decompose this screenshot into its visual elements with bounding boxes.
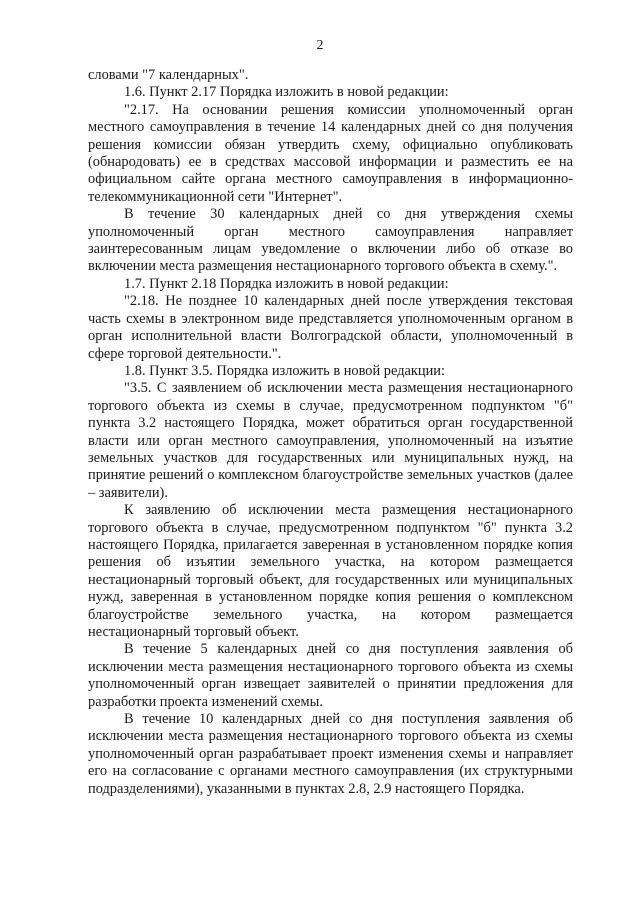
paragraph: "3.5. С заявлением об исключении места размещения нестационарного торгового объекта из схемы в случае, предусмотренном подпунктом "б" пункта 3.2 настоящего Порядка, может обратиться орган государственной власти или орган местного самоуправления, уполномоченный на изъятие земельных участков для государственных или муниципальных нужд, на принятие решений о комплексном благоустройстве земельных участков (далее – заявители). [88, 380, 573, 501]
paragraph: В течение 5 календарных дней со дня поступления заявления об исключении места размещения нестационарного торгового объекта из схемы уполномоченный орган извещает заявителей о принятии предложения для разработки проекта изменений схемы. [88, 641, 573, 710]
paragraph: В течение 30 календарных дней со дня утверждения схемы уполномоченный орган местного самоуправления направляет заинтересованным лицам уведомление о включении либо об отказе во включении места размещения нестационарного торгового объекта в схему.". [88, 206, 573, 275]
paragraph: 1.6. Пункт 2.17 Порядка изложить в новой редакции: [124, 84, 449, 101]
paragraph: К заявлению об исключении места размещения нестационарного торгового объекта в случае, предусмотренном подпунктом "б" пункта 3.2 настоящего Порядка, прилагается заверенная в установленном порядке копия решения об изъятии земельного участка, на котором размещается нестационарный торговый объект, для государственных или муниципальных нужд, заверенная в установленном порядке копия решения о комплексном благоустройстве земельного участка, на котором размещается нестационарный торговый объект. [88, 502, 573, 640]
paragraph: "2.18. Не позднее 10 календарных дней после утверждения текстовая часть схемы в электронном виде представляется уполномоченным органом в орган исполнительной власти Волгоградской области, уполномоченный в сфере торговой деятельности.". [88, 293, 573, 362]
paragraph: 1.8. Пункт 3.5. Порядка изложить в новой редакции: [124, 362, 445, 379]
paragraph: "2.17. На основании решения комиссии уполномоченный орган местного самоуправления в течение 14 календарных дней со дня получения решения комиссии обязан утвердить схему, официально опубликовать (обнародовать) ее в средствах массовой информации и разместить ее на официальном сайте органа местного самоуправления в информационно-телекоммуникационной сети "Интернет". [88, 101, 573, 205]
paragraph: В течение 10 календарных дней со дня поступления заявления об исключении места размещения нестационарного торгового объекта из схемы уполномоченный орган разрабатывает проект изменения схемы и направляет его на согласование с органами местного самоуправления (их структурными подразделениями), указанными в пунктах 2.8, 2.9 настоящего Порядка. [88, 711, 573, 797]
document-body [88, 67, 573, 798]
page-number: 2 [316, 38, 324, 53]
paragraph: 1.7. Пункт 2.18 Порядка изложить в новой редакции: [124, 275, 449, 292]
paragraph: словами "7 календарных". [88, 67, 249, 83]
